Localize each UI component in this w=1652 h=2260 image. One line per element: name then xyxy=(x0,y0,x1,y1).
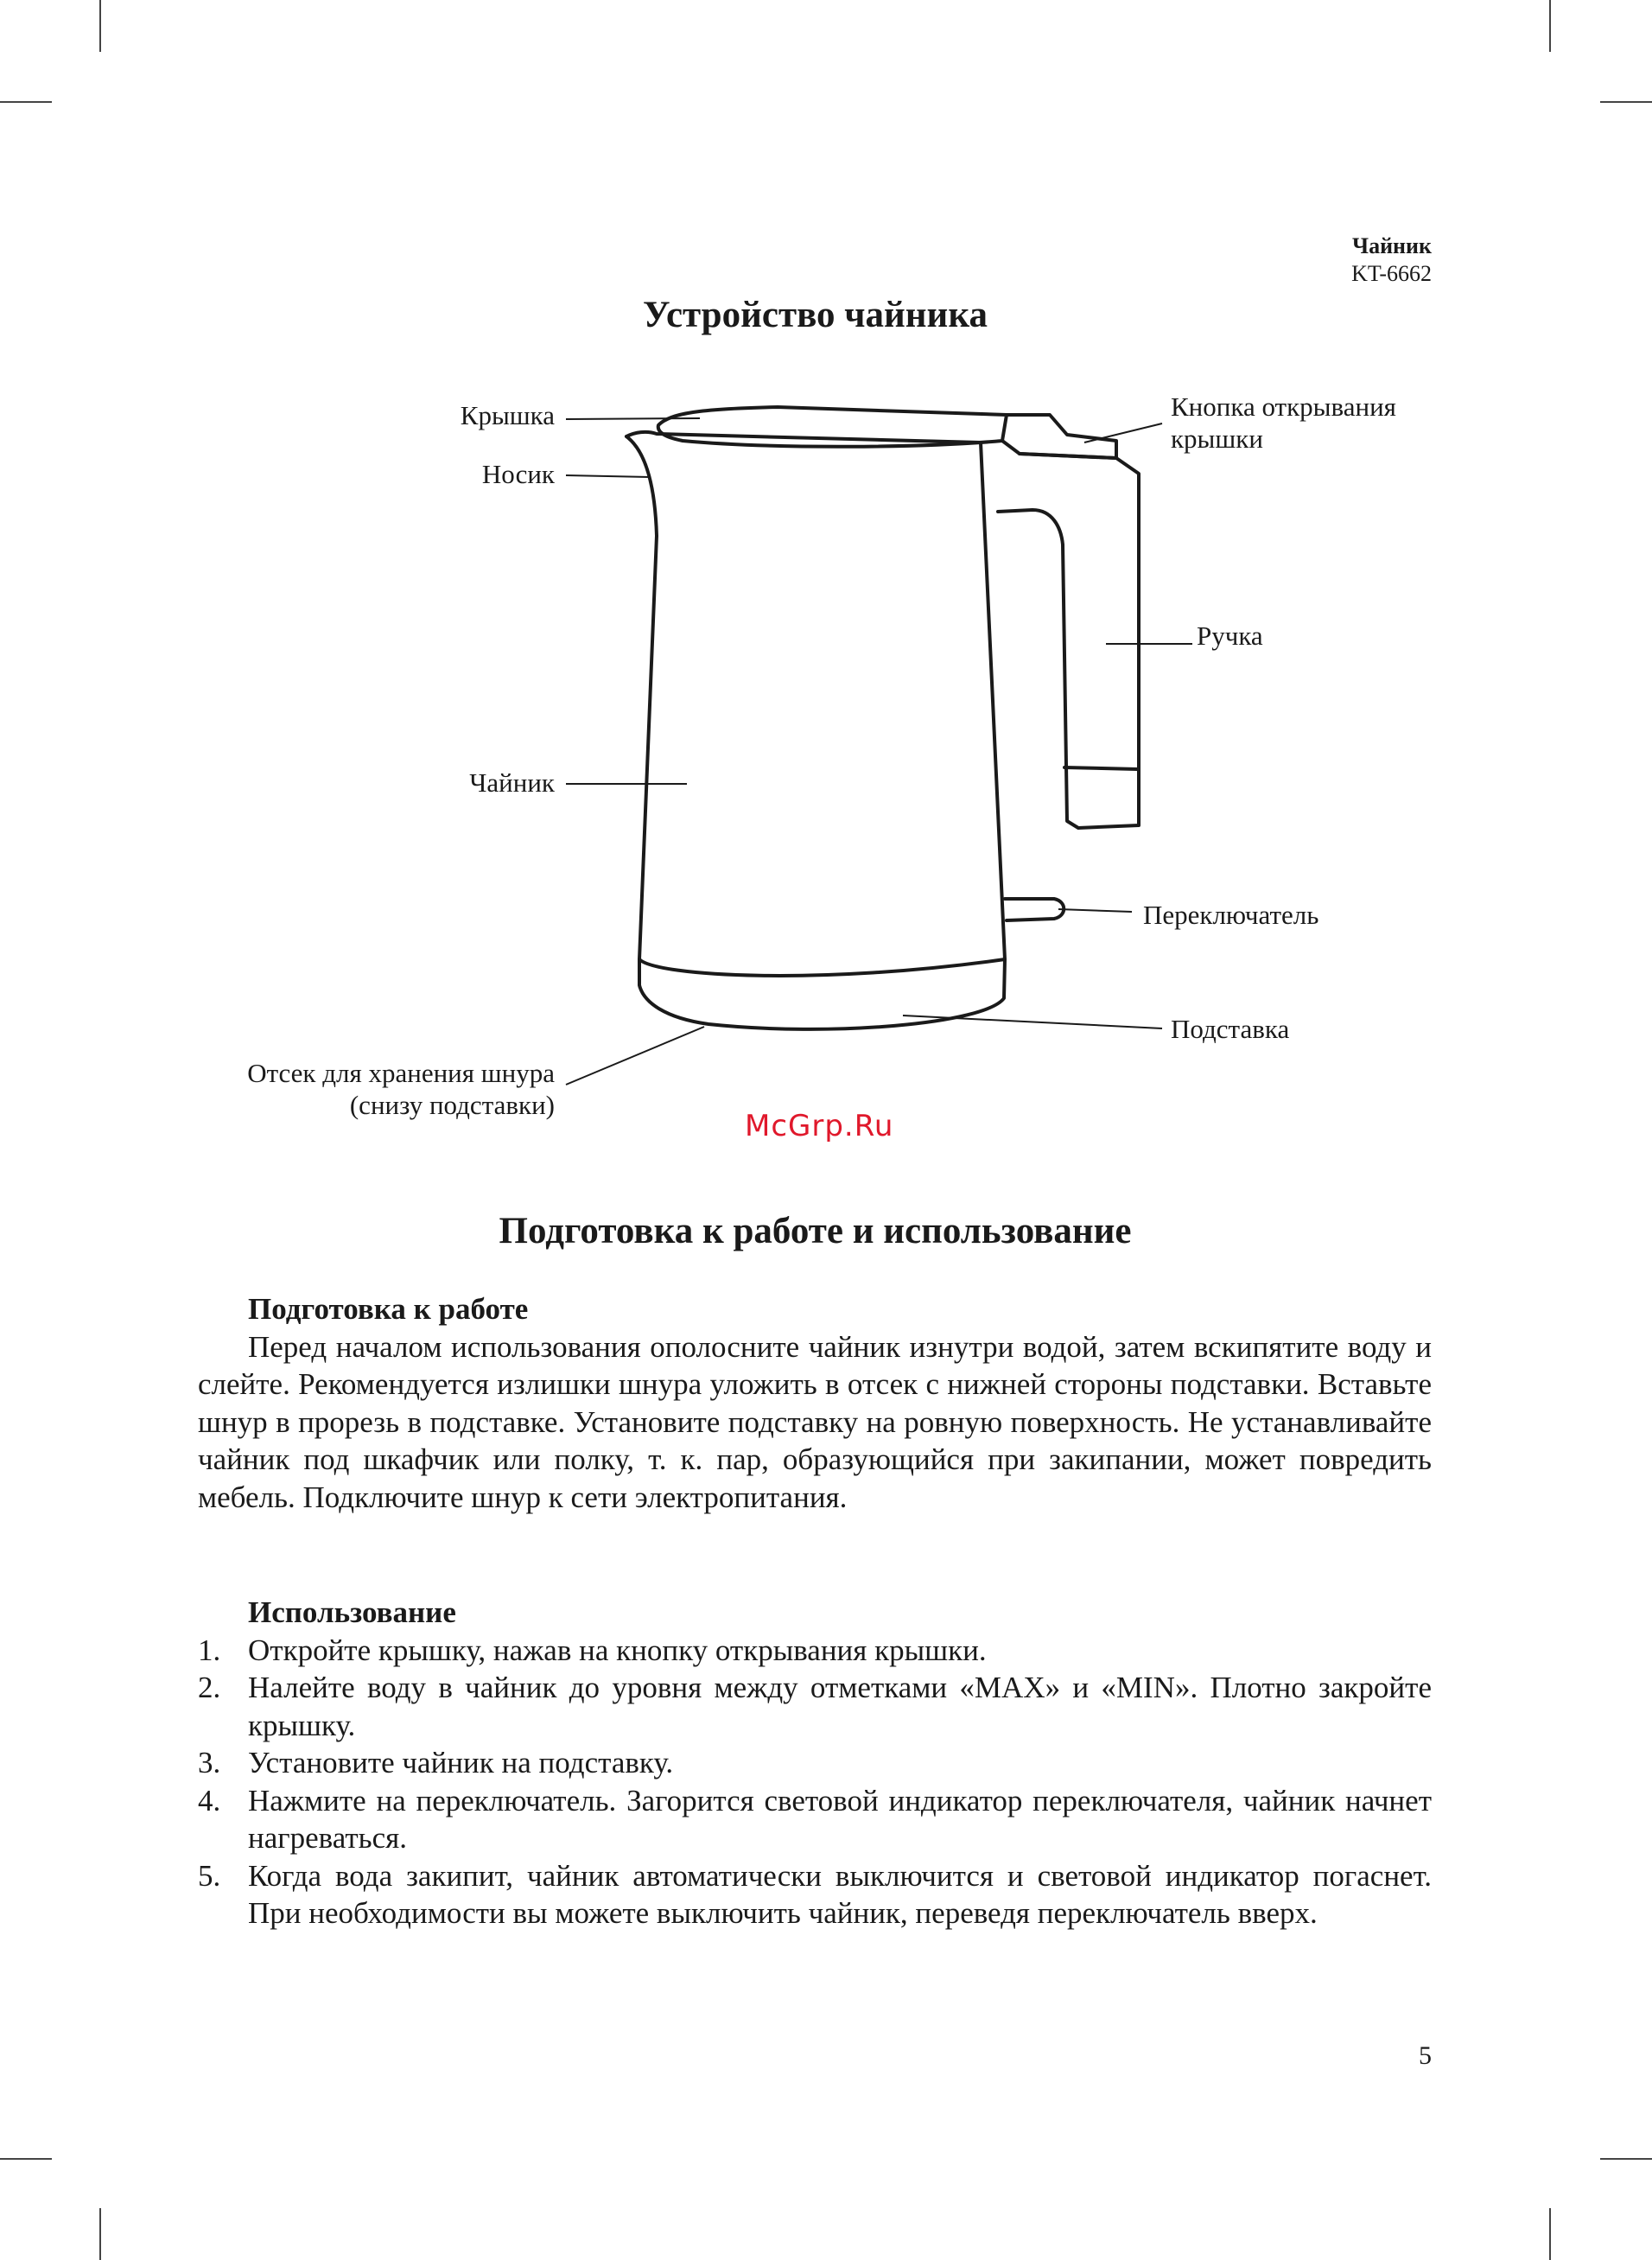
list-item xyxy=(198,1782,1432,1857)
step-number: 4. xyxy=(198,1783,221,1818)
use-block xyxy=(198,1594,1432,1932)
leader-spout xyxy=(566,475,650,477)
steps-list xyxy=(198,1632,1432,1932)
step-number: 3. xyxy=(198,1746,221,1779)
base-outline xyxy=(639,959,1005,1029)
step-text: Когда вода закипит, чайник автоматически выключится и световой индикатор погаснет. При необходимости вы можете выключить чайник, переведя переключатель вверх. xyxy=(248,1858,1432,1930)
label-base: Подставка xyxy=(1171,1014,1290,1044)
page-number: 5 xyxy=(1419,2041,1432,2070)
crop-mark xyxy=(1549,2208,1551,2260)
prep-heading: Подготовка к работе xyxy=(248,1292,529,1326)
step-text: Налейте воду в чайник до уровня между отметками «MAX» и «MIN». Плотно закройте крышку. xyxy=(248,1671,1432,1742)
step-number: 1. xyxy=(198,1633,221,1667)
step-text: Откройте крышку, нажав на кнопку открывания крышки. xyxy=(248,1633,987,1667)
watermark-text: McGrp.Ru xyxy=(745,1109,894,1143)
leader-base xyxy=(903,1015,1162,1028)
list-item xyxy=(198,1669,1432,1744)
step-number: 2. xyxy=(198,1671,221,1704)
step-text: Установите чайник на подставку. xyxy=(248,1746,674,1779)
step-number: 5. xyxy=(198,1858,221,1893)
prep-block xyxy=(198,1290,1432,1516)
list-item xyxy=(198,1632,1432,1670)
header-product: Чайник xyxy=(1351,233,1432,258)
leader-lid xyxy=(566,418,700,419)
label-lid-button-2: крышки xyxy=(1171,423,1263,454)
leader-switch xyxy=(1058,909,1132,912)
label-lid: Крышка xyxy=(460,400,555,430)
label-switch: Переключатель xyxy=(1143,900,1319,930)
handle-divider xyxy=(1064,767,1137,769)
switch-outline xyxy=(1005,899,1064,920)
list-item xyxy=(198,1857,1432,1932)
label-cord-storage-1: Отсек для хранения шнура xyxy=(247,1058,555,1088)
handle-outline xyxy=(998,454,1139,828)
label-spout: Носик xyxy=(481,459,555,489)
use-heading: Использование xyxy=(248,1595,456,1629)
step-text: Нажмите на переключатель. Загорится световой индикатор переключателя, чайник начнет нагреваться. xyxy=(248,1783,1432,1855)
prep-paragraph: Перед началом использования ополосните чайник изнутри водой, затем вскипятите воду и слейте. Рекомендуется излишки шнура уложить в отсек с нижней стороны подставки. Вставьте шнур в прорезь в подставке. Установите подставку на ровную поверхность. Не устанавливайте чайник под шкафчик или полку, т. к. пар, образующийся при закипании, может повредить мебель. Подключите шнур к сети электропитания. xyxy=(198,1329,1432,1514)
kettle-body-outline xyxy=(626,436,657,959)
diagram-title: Устройство чайника xyxy=(643,295,988,335)
label-kettle: Чайник xyxy=(469,767,555,798)
list-item xyxy=(198,1744,1432,1782)
leader-cord-storage xyxy=(566,1027,704,1085)
label-lid-button-1: Кнопка открывания xyxy=(1171,392,1396,422)
crop-mark xyxy=(0,2158,52,2160)
lid-button-outline xyxy=(1002,415,1116,458)
label-handle: Ручка xyxy=(1197,621,1263,651)
header-model: KT-6662 xyxy=(1351,261,1432,286)
kettle-body-right-edge xyxy=(981,442,1005,959)
section-title: Подготовка к работе и использование xyxy=(499,1211,1132,1251)
label-cord-storage-2: (снизу подставки) xyxy=(349,1090,555,1120)
crop-mark xyxy=(1600,2158,1652,2160)
leader-lid-button xyxy=(1084,423,1162,442)
crop-mark xyxy=(99,2208,101,2260)
